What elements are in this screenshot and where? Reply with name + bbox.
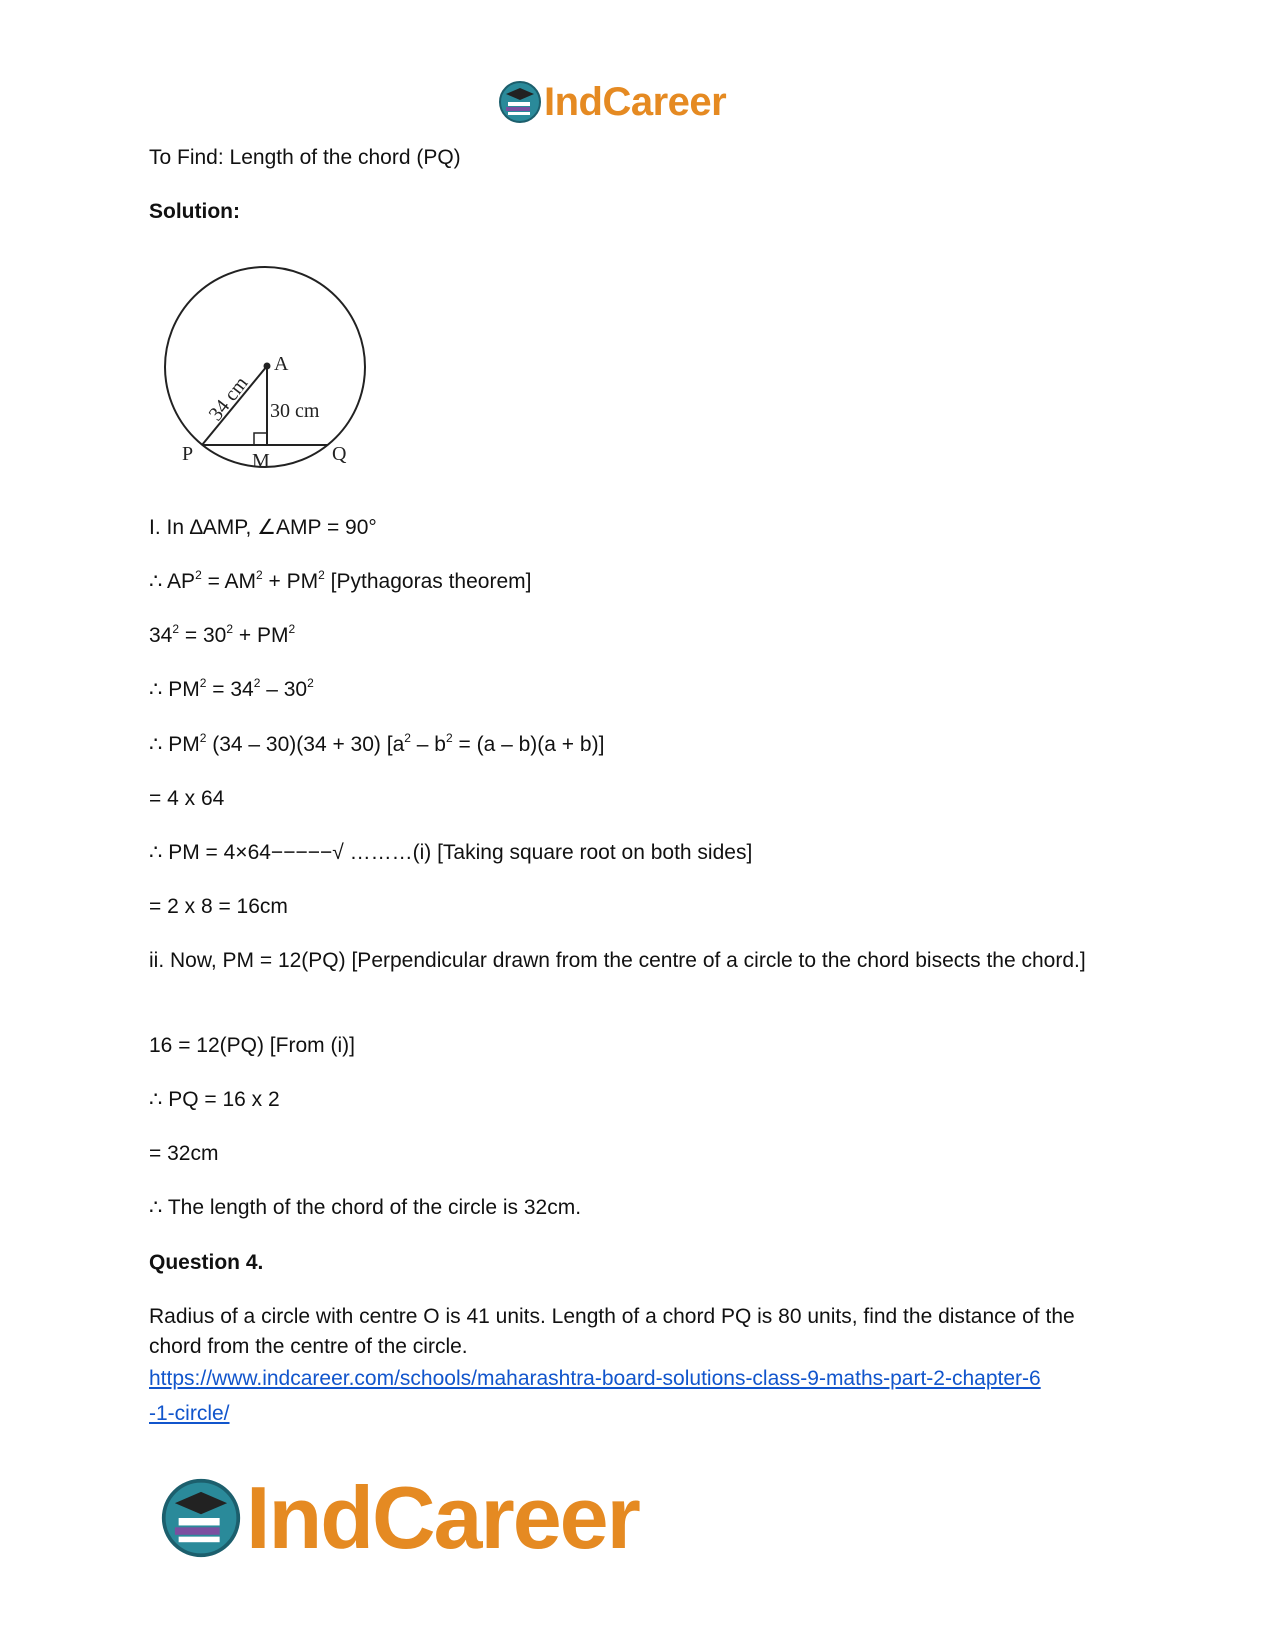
label-34cm: 34 cm xyxy=(204,372,253,426)
step-9: ii. Now, PM = 12(PQ) [Perpendicular drawn from the centre of a circle to the chord bisects the chord.] xyxy=(149,949,1086,972)
header-logo xyxy=(498,78,726,126)
question-text: Radius of a circle with centre O is 41 units. Length of a chord PQ is 80 units, find the distance of the chord from the centre of the circle. xyxy=(149,1305,1075,1358)
step-8: = 2 x 8 = 16cm xyxy=(149,895,288,918)
step-1: I. In ∆AMP, ∠AMP = 90° xyxy=(149,516,377,539)
step-12: = 32cm xyxy=(149,1142,219,1165)
label-m: M xyxy=(252,450,270,472)
step-2: ∴ $AP^2 = AM^2 + PM^2$ [Pythagoras theorem] xyxy=(149,568,532,593)
question-heading: Question 4. xyxy=(149,1251,264,1274)
label-p: P xyxy=(182,443,194,465)
solution-heading: Solution: xyxy=(149,200,240,223)
logo-text: IndCareer xyxy=(246,1468,639,1567)
step-7: ∴ PM = 4×64−−−−−√ ………(i) [Taking square root on both sides] xyxy=(149,841,753,864)
circle-chord-diagram xyxy=(150,262,380,477)
label-30cm: 30 cm xyxy=(270,400,320,422)
label-a: A xyxy=(274,353,289,375)
centre-point xyxy=(264,363,271,370)
step-10: 16 = 12(PQ) [From (i)] xyxy=(149,1034,355,1057)
step-5: ∴ $PM^2$ (34 – 30)(34 + 30) $[a^2 - b^2 = (a - b)(a + b)]$ xyxy=(149,731,605,756)
step-3: $34^2 = 30^2 + PM^2$ xyxy=(149,622,296,647)
conclusion-text: ∴ The length of the chord of the circle is 32cm. xyxy=(149,1196,582,1219)
logo-globe-icon xyxy=(160,1477,242,1559)
right-angle-mark xyxy=(254,433,267,445)
source-link-line-2[interactable]: -1-circle/ xyxy=(149,1402,230,1425)
step-11: ∴ PQ = 16 x 2 xyxy=(149,1088,280,1111)
footer-logo xyxy=(160,1468,639,1568)
to-find-text: To Find: Length of the chord (PQ) xyxy=(149,146,461,169)
step-4: ∴ $PM^2 = 34^2 - 30^2$ xyxy=(149,676,314,701)
step-6: = 4 x 64 xyxy=(149,787,225,810)
label-q: Q xyxy=(332,443,347,465)
logo-text: IndCareer xyxy=(544,79,727,124)
logo-globe-icon xyxy=(498,80,542,124)
source-link-line-1[interactable]: https://www.indcareer.com/schools/maharashtra-board-solutions-class-9-maths-part-2-chapter-6 xyxy=(149,1367,1041,1390)
